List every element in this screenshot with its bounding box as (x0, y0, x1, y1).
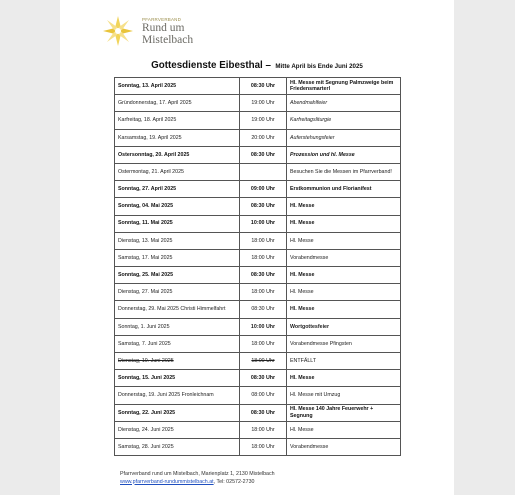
table-row (115, 215, 401, 232)
table-row (115, 232, 401, 249)
event-cell: Hl. Messe (287, 198, 401, 215)
date-cell: Samstag, 7. Juni 2025 (115, 335, 240, 352)
footer-contact (120, 479, 275, 487)
time-cell: 20:00 Uhr (240, 129, 287, 146)
date-cell: Samstag, 17. Mai 2025 (115, 249, 240, 266)
logo-line1: Rund um (142, 22, 185, 34)
time-cell: 08:00 Uhr (240, 387, 287, 404)
event-cell: Wortgottesfeier (287, 318, 401, 335)
table-row (115, 370, 401, 387)
time-cell: 08:30 Uhr (240, 267, 287, 284)
title-sub: Mitte April bis Ende Juni 2025 (275, 63, 363, 70)
event-cell: Prozession und hl. Messe (287, 146, 401, 163)
date-cell: Sonntag, 04. Mai 2025 (115, 198, 240, 215)
time-cell: 18:00 Uhr (240, 232, 287, 249)
time-cell: 08:30 Uhr (240, 404, 287, 421)
sun-logo-icon (102, 14, 136, 48)
event-cell: Hl. Messe 140 Jahre Feuerwehr + Segnung (287, 404, 401, 421)
table-row (115, 198, 401, 215)
table-row (115, 146, 401, 163)
date-cell: Dienstag, 27. Mai 2025 (115, 284, 240, 301)
time-cell (240, 163, 287, 180)
event-cell: Vorabendmesse Pfingsten (287, 335, 401, 352)
date-cell: Sonntag, 25. Mai 2025 (115, 267, 240, 284)
event-cell: Hl. Messe mit Segnung Palmzweige beim Friedensmarterl (287, 78, 401, 95)
table-row (115, 95, 401, 112)
table-row (115, 318, 401, 335)
date-cell: Ostermontag, 21. April 2025 (115, 163, 240, 180)
table-row (115, 353, 401, 370)
time-cell: 18:00 Uhr (240, 438, 287, 455)
table-row (115, 404, 401, 421)
table-row (115, 129, 401, 146)
table-row (115, 387, 401, 404)
table-row (115, 301, 401, 318)
table-row (115, 421, 401, 438)
date-cell: Ostersonntag, 20. April 2025 (115, 146, 240, 163)
event-cell: Hl. Messe mit Umzug (287, 387, 401, 404)
time-cell: 18:00 Uhr (240, 284, 287, 301)
time-cell: 18:00 Uhr (240, 353, 287, 370)
title-main: Gottesdienste Eibesthal – (151, 60, 271, 71)
event-cell: Hl. Messe (287, 284, 401, 301)
event-cell: Vorabendmesse (287, 249, 401, 266)
event-cell: Hl. Messe (287, 301, 401, 318)
time-cell: 18:00 Uhr (240, 249, 287, 266)
date-cell: Donnerstag, 19. Juni 2025 Fronleichnam (115, 387, 240, 404)
time-cell: 10:00 Uhr (240, 215, 287, 232)
parish-logo (102, 14, 262, 50)
table-row (115, 284, 401, 301)
time-cell: 19:00 Uhr (240, 95, 287, 112)
table-row (115, 438, 401, 455)
table-row (115, 112, 401, 129)
logo-line2: Mistelbach (142, 34, 194, 46)
logo-small-text: PFARRVERBAND (142, 17, 182, 22)
event-cell: Hl. Messe (287, 267, 401, 284)
date-cell: Dienstag, 24. Juni 2025 (115, 421, 240, 438)
footer-tel: , Tel: 02572-2730 (213, 478, 255, 485)
footer-address: Pfarrverband rund um Mistelbach, Marienplatz 1, 2130 Mistelbach (120, 471, 275, 477)
date-cell: Sonntag, 15. Juni 2025 (115, 370, 240, 387)
page-title (60, 55, 454, 73)
document-page (60, 0, 454, 495)
schedule-table (114, 77, 401, 456)
date-cell: Sonntag, 22. Juni 2025 (115, 404, 240, 421)
time-cell: 08:30 Uhr (240, 370, 287, 387)
date-cell: Karsamstag, 19. April 2025 (115, 129, 240, 146)
date-cell: Sonntag, 27. April 2025 (115, 181, 240, 198)
time-cell: 19:00 Uhr (240, 112, 287, 129)
date-cell: Sonntag, 1. Juni 2025 (115, 318, 240, 335)
event-cell: Hl. Messe (287, 370, 401, 387)
table-row (115, 163, 401, 180)
event-cell: ENTFÄLLT (287, 353, 401, 370)
event-cell: Karfreitagsliturgie (287, 112, 401, 129)
date-cell: Samstag, 28. Juni 2025 (115, 438, 240, 455)
event-cell: Hl. Messe (287, 215, 401, 232)
event-cell: Besuchen Sie die Messen im Pfarrverband! (287, 163, 401, 180)
footer-website-link[interactable]: www.pfarrverband-rundummistelbach.at (120, 478, 214, 485)
date-cell: Sonntag, 13. April 2025 (115, 78, 240, 95)
time-cell: 08:30 Uhr (240, 78, 287, 95)
date-cell: Gründonnerstag, 17. April 2025 (115, 95, 240, 112)
time-cell: 18:00 Uhr (240, 421, 287, 438)
table-row (115, 335, 401, 352)
event-cell: Erstkommunion und Florianifest (287, 181, 401, 198)
table-row (115, 249, 401, 266)
date-cell: Donnerstag, 29. Mai 2025 Christi Himmelfahrt (115, 301, 240, 318)
event-cell: Hl. Messe (287, 421, 401, 438)
date-cell: Karfreitag, 18. April 2025 (115, 112, 240, 129)
time-cell: 08:30 Uhr (240, 198, 287, 215)
time-cell: 10:00 Uhr (240, 318, 287, 335)
table-row (115, 267, 401, 284)
event-cell: Auferstehungsfeier (287, 129, 401, 146)
table-row (115, 181, 401, 198)
time-cell: 18:00 Uhr (240, 335, 287, 352)
time-cell: 08:30 Uhr (240, 301, 287, 318)
table-row (115, 78, 401, 95)
time-cell: 08:30 Uhr (240, 146, 287, 163)
date-cell: Dienstag, 13. Mai 2025 (115, 232, 240, 249)
footer (120, 471, 275, 486)
date-cell: Dienstag, 10. Juni 2025 (115, 353, 240, 370)
event-cell: Hl. Messe (287, 232, 401, 249)
event-cell: Abendmahlfeier (287, 95, 401, 112)
time-cell: 09:00 Uhr (240, 181, 287, 198)
date-cell: Sonntag, 11. Mai 2025 (115, 215, 240, 232)
event-cell: Vorabendmesse (287, 438, 401, 455)
